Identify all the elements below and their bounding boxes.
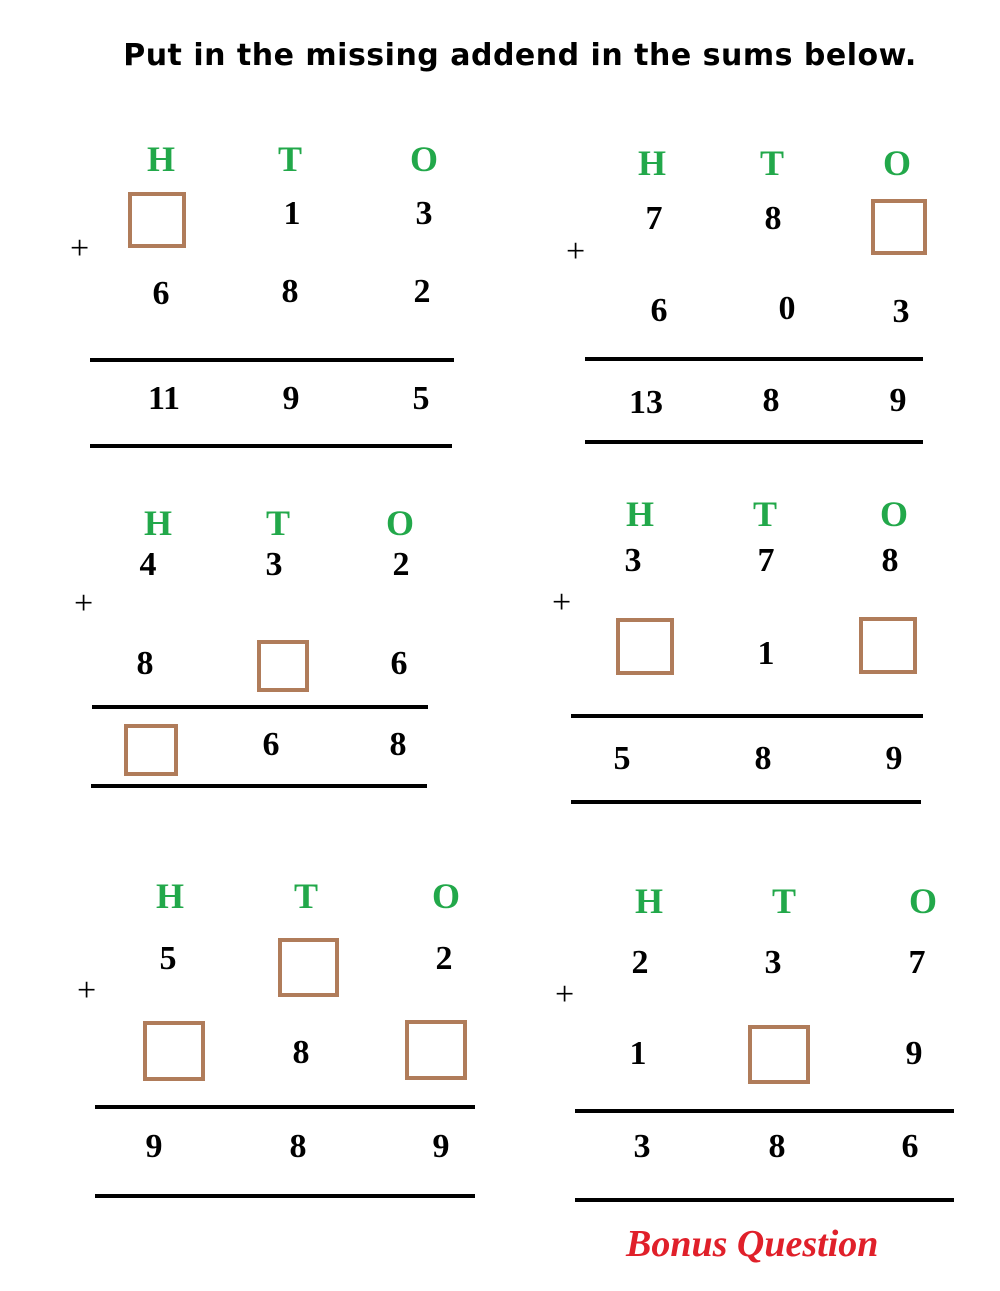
addend1-tens: 3: [265, 546, 283, 583]
answer-box-ones[interactable]: [859, 617, 917, 674]
addend1-hundreds: 4: [139, 546, 157, 583]
sum-tens: 8: [762, 382, 780, 419]
sum-line: [571, 714, 923, 718]
header-tens: T: [771, 881, 797, 921]
addend2-tens: 8: [292, 1034, 310, 1071]
sum-tens: 9: [282, 380, 300, 417]
plus-sign: +: [74, 585, 94, 622]
sum-ones: 6: [901, 1128, 919, 1165]
sum-line: [95, 1105, 475, 1109]
bottom-line: [91, 784, 427, 788]
header-ones: O: [879, 494, 909, 534]
addend2-ones: 3: [892, 293, 910, 330]
header-hundreds: H: [146, 139, 176, 179]
plus-sign: +: [77, 972, 97, 1009]
bottom-line: [95, 1194, 475, 1198]
addend2-ones: 6: [390, 645, 408, 682]
addend1-tens: 3: [764, 944, 782, 981]
header-hundreds: H: [637, 143, 667, 183]
answer-box-ones[interactable]: [871, 199, 927, 255]
plus-sign: +: [566, 233, 586, 270]
header-hundreds: H: [634, 881, 664, 921]
addend2-hundreds: 1: [629, 1035, 647, 1072]
addend2-hundreds: 6: [152, 275, 170, 312]
answer-box-tens[interactable]: [257, 640, 309, 692]
bottom-line: [571, 800, 921, 804]
header-ones: O: [908, 881, 938, 921]
header-hundreds: H: [143, 503, 173, 543]
sum-hundreds: 11: [147, 380, 181, 417]
addend2-hundreds: 6: [650, 292, 668, 329]
header-hundreds: H: [625, 494, 655, 534]
header-tens: T: [759, 143, 785, 183]
sum-line: [90, 358, 454, 362]
addend2-tens: 1: [757, 635, 775, 672]
header-ones: O: [409, 139, 439, 179]
addend1-hundreds: 7: [645, 200, 663, 237]
addend1-ones: 7: [908, 944, 926, 981]
bottom-line: [575, 1198, 954, 1202]
answer-box-tens[interactable]: [748, 1025, 810, 1084]
addend2-hundreds: 8: [136, 645, 154, 682]
sum-tens: 8: [768, 1128, 786, 1165]
header-ones: O: [882, 143, 912, 183]
header-tens: T: [277, 139, 303, 179]
sum-hundreds: 13: [629, 384, 663, 421]
bonus-question-label: Bonus Question: [626, 1223, 879, 1265]
answer-box-tens[interactable]: [278, 938, 339, 997]
addend2-tens: 0: [778, 290, 796, 327]
sum-tens: 8: [289, 1128, 307, 1165]
addend2-ones: 2: [413, 273, 431, 310]
addend1-hundreds: 3: [624, 542, 642, 579]
instructions-title: Put in the missing addend in the sums below.: [123, 38, 917, 73]
header-ones: O: [385, 503, 415, 543]
answer-box-ones[interactable]: [405, 1020, 467, 1080]
bottom-line: [90, 444, 452, 448]
answer-box-hundreds[interactable]: [128, 192, 186, 248]
sum-ones: 9: [885, 740, 903, 777]
addend1-ones: 2: [392, 546, 410, 583]
addend1-tens: 7: [757, 542, 775, 579]
addend1-hundreds: 2: [631, 944, 649, 981]
header-hundreds: H: [155, 876, 185, 916]
addend1-ones: 8: [881, 542, 899, 579]
sum-ones: 9: [889, 382, 907, 419]
sum-tens: 6: [262, 726, 280, 763]
sum-ones: 8: [389, 726, 407, 763]
answer-box-hundreds[interactable]: [143, 1021, 205, 1081]
addend1-hundreds: 5: [159, 940, 177, 977]
addend2-ones: 9: [905, 1035, 923, 1072]
addend1-ones: 3: [415, 195, 433, 232]
answer-box-hundreds[interactable]: [124, 724, 178, 776]
sum-ones: 9: [432, 1128, 450, 1165]
sum-tens: 8: [754, 740, 772, 777]
addend1-ones: 2: [435, 940, 453, 977]
addend1-tens: 8: [764, 200, 782, 237]
sum-hundreds: 3: [633, 1128, 651, 1165]
plus-sign: +: [552, 584, 572, 621]
header-tens: T: [293, 876, 319, 916]
sum-line: [92, 705, 428, 709]
answer-box-hundreds[interactable]: [616, 618, 674, 675]
addend1-tens: 1: [283, 195, 301, 232]
addend2-tens: 8: [281, 273, 299, 310]
sum-line: [585, 357, 923, 361]
sum-hundreds: 9: [145, 1128, 163, 1165]
sum-line: [575, 1109, 954, 1113]
header-ones: O: [431, 876, 461, 916]
sum-hundreds: 5: [613, 740, 631, 777]
header-tens: T: [265, 503, 291, 543]
sum-ones: 5: [412, 380, 430, 417]
plus-sign: +: [555, 976, 575, 1013]
plus-sign: +: [70, 230, 90, 267]
bottom-line: [585, 440, 923, 444]
header-tens: T: [752, 494, 778, 534]
